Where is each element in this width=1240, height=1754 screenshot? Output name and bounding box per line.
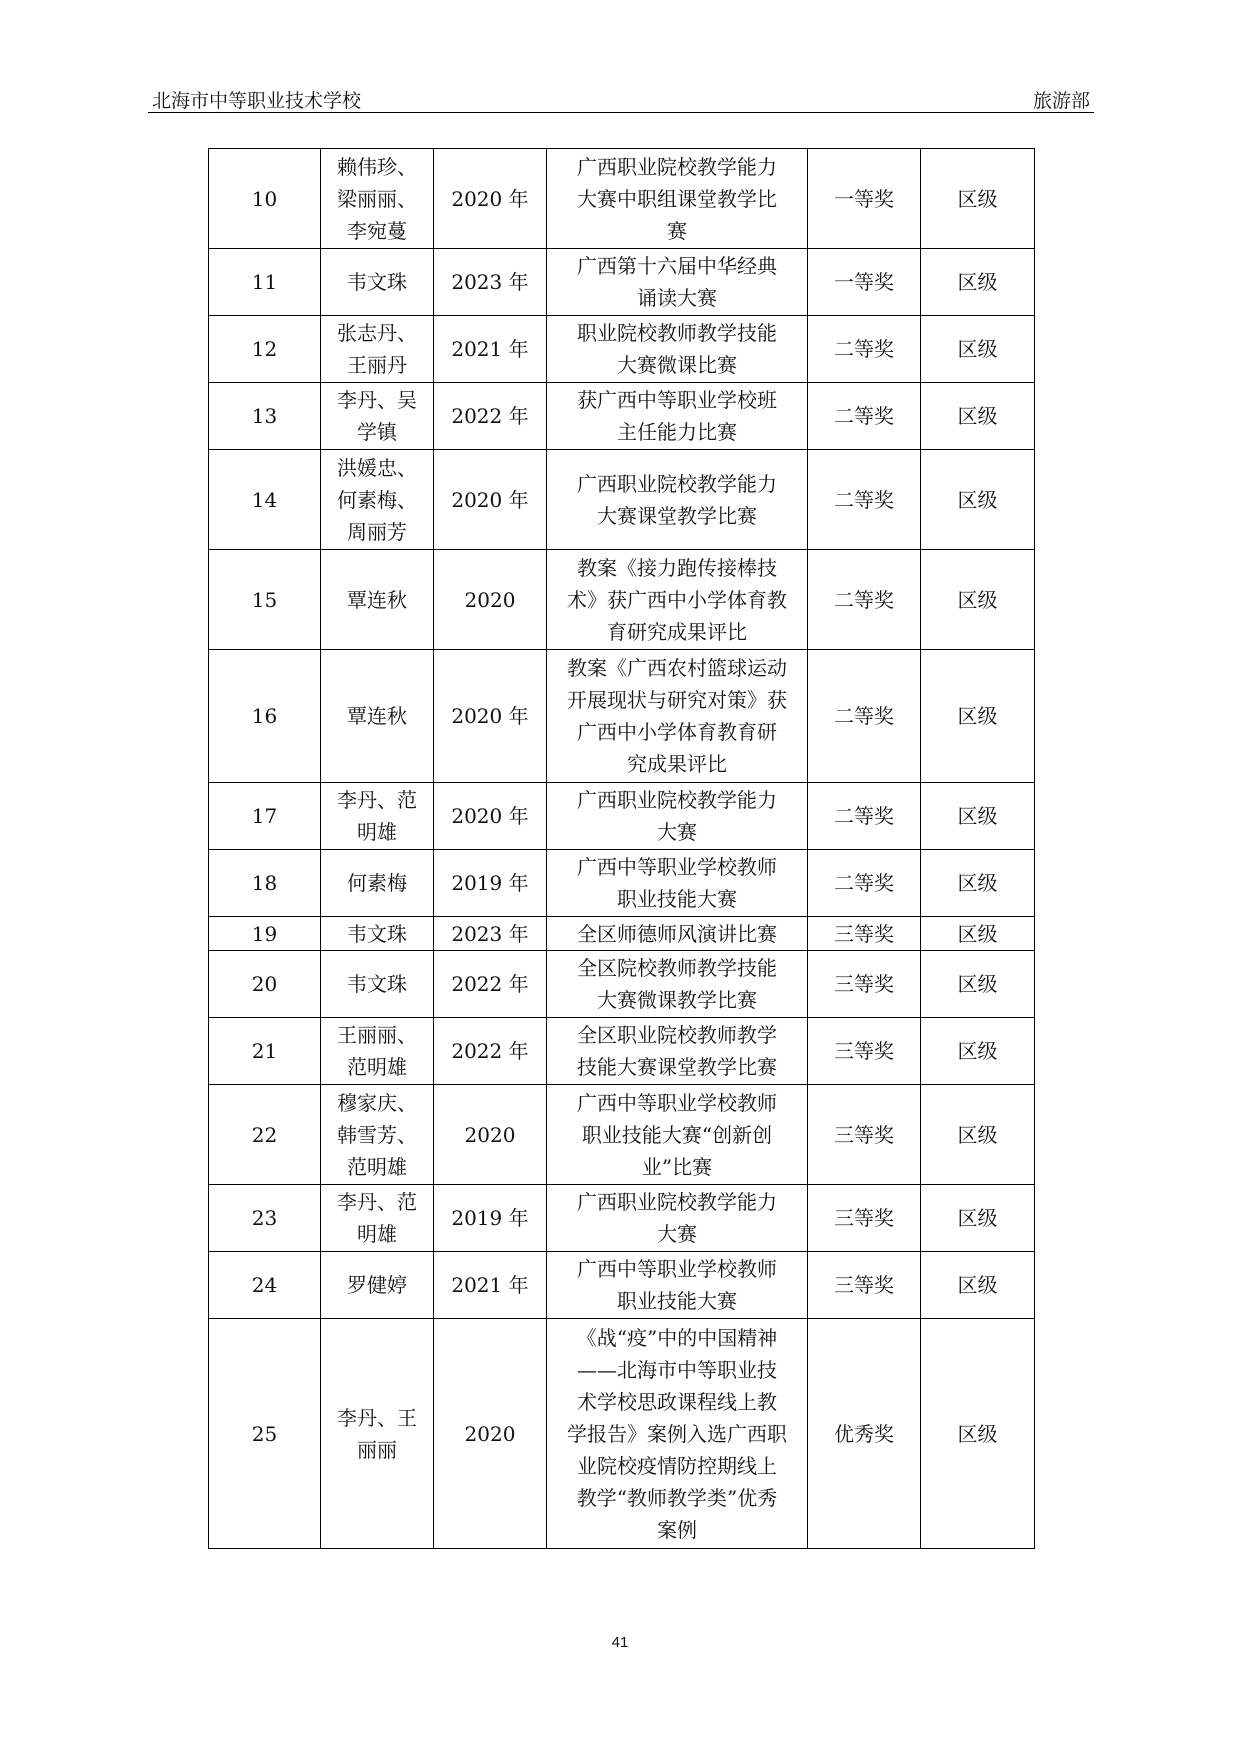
winner-names-cell bbox=[321, 1018, 434, 1085]
names-line: 王丽丽、 bbox=[337, 1023, 417, 1047]
row-number-cell: 24 bbox=[209, 1252, 321, 1319]
school-name: 北海市中等职业技术学校 bbox=[152, 90, 362, 112]
row-number-cell: 20 bbox=[209, 951, 321, 1018]
names-line: 学镇 bbox=[357, 420, 397, 444]
award-cell: 二等奖 bbox=[808, 450, 921, 550]
row-number-cell: 14 bbox=[209, 450, 321, 550]
winner-names-cell bbox=[321, 850, 434, 917]
table-row bbox=[209, 1085, 1035, 1185]
table-row bbox=[209, 650, 1035, 783]
award-cell: 二等奖 bbox=[808, 316, 921, 383]
row-number-cell: 21 bbox=[209, 1018, 321, 1085]
award-cell: 三等奖 bbox=[808, 1018, 921, 1085]
names-line: 梁丽丽、 bbox=[337, 186, 417, 211]
event-line: 究成果评比 bbox=[627, 752, 727, 776]
names-line: 何素梅 bbox=[347, 871, 407, 895]
names-line: 穆家庆、 bbox=[337, 1090, 417, 1115]
event-line: 广西职业院校教学能力 bbox=[577, 154, 777, 179]
award-cell: 一等奖 bbox=[808, 249, 921, 316]
level-cell: 区级 bbox=[921, 850, 1035, 917]
competition-cell bbox=[547, 1252, 808, 1319]
award-cell: 二等奖 bbox=[808, 383, 921, 450]
event-line: 教学“教师教学类”优秀 bbox=[576, 1485, 778, 1510]
names-line: 李丹、范 bbox=[337, 1190, 417, 1214]
level-cell: 区级 bbox=[921, 650, 1035, 783]
winner-names-cell bbox=[321, 951, 434, 1018]
page-header bbox=[148, 86, 1094, 113]
table-row bbox=[209, 1319, 1035, 1549]
awards-table bbox=[208, 148, 1035, 1549]
event-line: 广西职业院校教学能力 bbox=[577, 1190, 777, 1214]
event-line: 大赛微课教学比赛 bbox=[597, 988, 757, 1012]
year-cell: 2020 年 bbox=[434, 783, 547, 850]
award-cell: 二等奖 bbox=[808, 650, 921, 783]
winner-names-cell bbox=[321, 383, 434, 450]
year-cell: 2023 年 bbox=[434, 917, 547, 951]
names-line: 韦文珠 bbox=[347, 270, 407, 294]
event-line: 案例 bbox=[657, 1517, 697, 1542]
year-cell: 2022 年 bbox=[434, 383, 547, 450]
names-line: 周丽芳 bbox=[347, 519, 407, 544]
year-cell: 2020 bbox=[434, 550, 547, 650]
names-line: 范明雄 bbox=[347, 1154, 407, 1179]
level-cell: 区级 bbox=[921, 550, 1035, 650]
table-row bbox=[209, 850, 1035, 917]
names-line: 张志丹、 bbox=[337, 321, 417, 345]
winner-names-cell bbox=[321, 550, 434, 650]
table-row bbox=[209, 149, 1035, 249]
names-line: 罗健婷 bbox=[347, 1273, 407, 1297]
event-line: 教案《接力跑传接棒技 bbox=[577, 555, 777, 580]
competition-cell bbox=[547, 783, 808, 850]
event-line: 广西第十六届中华经典 bbox=[577, 254, 777, 278]
awards-table-body bbox=[209, 149, 1035, 1549]
award-cell: 优秀奖 bbox=[808, 1319, 921, 1549]
level-cell: 区级 bbox=[921, 1018, 1035, 1085]
competition-cell bbox=[547, 1018, 808, 1085]
competition-cell bbox=[547, 1185, 808, 1252]
competition-cell bbox=[547, 951, 808, 1018]
event-line: 育研究成果评比 bbox=[607, 619, 747, 644]
level-cell: 区级 bbox=[921, 951, 1035, 1018]
year-cell: 2020 bbox=[434, 1085, 547, 1185]
names-line: 丽丽 bbox=[357, 1437, 397, 1462]
level-cell: 区级 bbox=[921, 1319, 1035, 1549]
winner-names-cell bbox=[321, 316, 434, 383]
row-number-cell: 18 bbox=[209, 850, 321, 917]
table-row bbox=[209, 383, 1035, 450]
year-cell: 2020 年 bbox=[434, 650, 547, 783]
award-cell: 三等奖 bbox=[808, 1085, 921, 1185]
table-row bbox=[209, 316, 1035, 383]
names-line: 覃连秋 bbox=[347, 704, 407, 728]
names-line: 范明雄 bbox=[347, 1055, 407, 1079]
competition-cell bbox=[547, 316, 808, 383]
names-line: 洪媛忠、 bbox=[337, 455, 417, 480]
event-line: 职业技能大赛 bbox=[617, 887, 737, 911]
winner-names-cell bbox=[321, 650, 434, 783]
award-cell: 三等奖 bbox=[808, 1185, 921, 1252]
event-line: 大赛微课比赛 bbox=[617, 353, 737, 377]
row-number-cell: 15 bbox=[209, 550, 321, 650]
competition-cell bbox=[547, 450, 808, 550]
event-line: 大赛 bbox=[657, 1222, 697, 1246]
names-line: 覃连秋 bbox=[347, 587, 407, 612]
competition-cell bbox=[547, 550, 808, 650]
event-line: 全区院校教师教学技能 bbox=[577, 956, 777, 980]
winner-names-cell bbox=[321, 149, 434, 249]
table-row bbox=[209, 783, 1035, 850]
year-cell: 2020 bbox=[434, 1319, 547, 1549]
competition-cell bbox=[547, 850, 808, 917]
names-line: 明雄 bbox=[357, 820, 397, 844]
names-line: 李丹、吴 bbox=[337, 388, 417, 412]
event-line: 广西中等职业学校教师 bbox=[577, 1090, 777, 1115]
winner-names-cell bbox=[321, 450, 434, 550]
row-number-cell: 25 bbox=[209, 1319, 321, 1549]
competition-cell bbox=[547, 1319, 808, 1549]
event-line: 大赛 bbox=[657, 820, 697, 844]
table-row bbox=[209, 550, 1035, 650]
level-cell: 区级 bbox=[921, 383, 1035, 450]
award-cell: 三等奖 bbox=[808, 917, 921, 951]
names-line: 韩雪芳、 bbox=[337, 1122, 417, 1147]
award-cell: 二等奖 bbox=[808, 550, 921, 650]
event-line: 开展现状与研究对策》获 bbox=[567, 688, 787, 712]
names-line: 李丹、王 bbox=[337, 1405, 417, 1430]
winner-names-cell bbox=[321, 1252, 434, 1319]
year-cell: 2021 年 bbox=[434, 316, 547, 383]
table-row bbox=[209, 1185, 1035, 1252]
year-cell: 2022 年 bbox=[434, 951, 547, 1018]
level-cell: 区级 bbox=[921, 1185, 1035, 1252]
names-line: 何素梅、 bbox=[337, 487, 417, 512]
row-number-cell: 16 bbox=[209, 650, 321, 783]
level-cell: 区级 bbox=[921, 149, 1035, 249]
award-cell: 三等奖 bbox=[808, 951, 921, 1018]
table-row bbox=[209, 917, 1035, 951]
table-row bbox=[209, 1018, 1035, 1085]
event-line: 职业院校教师教学技能 bbox=[577, 321, 777, 345]
event-line: 术》获广西中小学体育教 bbox=[567, 587, 787, 612]
competition-cell bbox=[547, 249, 808, 316]
event-line: 职业技能大赛 bbox=[617, 1289, 737, 1313]
level-cell: 区级 bbox=[921, 249, 1035, 316]
level-cell: 区级 bbox=[921, 1252, 1035, 1319]
level-cell: 区级 bbox=[921, 450, 1035, 550]
competition-cell bbox=[547, 149, 808, 249]
page-number: 41 bbox=[611, 1634, 629, 1651]
level-cell: 区级 bbox=[921, 1085, 1035, 1185]
row-number-cell: 12 bbox=[209, 316, 321, 383]
competition-cell bbox=[547, 917, 808, 951]
event-line: 广西职业院校教学能力 bbox=[577, 471, 777, 496]
event-line: 广西中等职业学校教师 bbox=[577, 1257, 777, 1281]
event-line: 全区职业院校教师教学 bbox=[577, 1023, 777, 1047]
row-number-cell: 19 bbox=[209, 917, 321, 951]
event-line: 职业技能大赛“创新创 bbox=[581, 1122, 773, 1147]
event-line: 获广西中等职业学校班 bbox=[577, 388, 777, 412]
winner-names-cell bbox=[321, 783, 434, 850]
level-cell: 区级 bbox=[921, 316, 1035, 383]
names-line: 韦文珠 bbox=[347, 921, 407, 946]
event-line: 赛 bbox=[667, 218, 687, 243]
row-number-cell: 10 bbox=[209, 149, 321, 249]
event-line: 大赛课堂教学比赛 bbox=[597, 503, 757, 528]
row-number-cell: 17 bbox=[209, 783, 321, 850]
names-line: 王丽丹 bbox=[347, 353, 407, 377]
event-line: 诵读大赛 bbox=[637, 286, 717, 310]
names-line: 李宛蔓 bbox=[347, 218, 407, 243]
names-line: 李丹、范 bbox=[337, 788, 417, 812]
event-line: 技能大赛课堂教学比赛 bbox=[577, 1055, 777, 1079]
winner-names-cell bbox=[321, 249, 434, 316]
event-line: 教案《广西农村篮球运动 bbox=[567, 656, 787, 680]
names-line: 赖伟珍、 bbox=[337, 154, 417, 179]
winner-names-cell bbox=[321, 1319, 434, 1549]
event-line: 业”比赛 bbox=[641, 1154, 713, 1179]
award-cell: 一等奖 bbox=[808, 149, 921, 249]
table-row bbox=[209, 450, 1035, 550]
year-cell: 2022 年 bbox=[434, 1018, 547, 1085]
year-cell: 2021 年 bbox=[434, 1252, 547, 1319]
year-cell: 2020 年 bbox=[434, 450, 547, 550]
level-cell: 区级 bbox=[921, 917, 1035, 951]
event-line: ——北海市中等职业技 bbox=[577, 1357, 777, 1382]
award-cell: 三等奖 bbox=[808, 1252, 921, 1319]
event-line: 广西中小学体育教育研 bbox=[577, 720, 777, 744]
table-row bbox=[209, 1252, 1035, 1319]
year-cell: 2023 年 bbox=[434, 249, 547, 316]
event-line: 大赛中职组课堂教学比 bbox=[577, 186, 777, 211]
event-line: 术学校思政课程线上教 bbox=[577, 1389, 777, 1414]
event-line: 业院校疫情防控期线上 bbox=[577, 1453, 777, 1478]
year-cell: 2020 年 bbox=[434, 149, 547, 249]
event-line: 广西职业院校教学能力 bbox=[577, 788, 777, 812]
event-line: 全区师德师风演讲比赛 bbox=[577, 921, 777, 946]
department-name: 旅游部 bbox=[1032, 90, 1090, 112]
event-line: 广西中等职业学校教师 bbox=[577, 855, 777, 879]
event-line: 《战“疫”中的中国精神 bbox=[576, 1325, 778, 1350]
row-number-cell: 23 bbox=[209, 1185, 321, 1252]
names-line: 韦文珠 bbox=[347, 972, 407, 996]
winner-names-cell bbox=[321, 917, 434, 951]
winner-names-cell bbox=[321, 1085, 434, 1185]
winner-names-cell bbox=[321, 1185, 434, 1252]
table-row bbox=[209, 951, 1035, 1018]
event-line: 学报告》案例入选广西职 bbox=[567, 1421, 787, 1446]
competition-cell bbox=[547, 383, 808, 450]
year-cell: 2019 年 bbox=[434, 850, 547, 917]
names-line: 明雄 bbox=[357, 1222, 397, 1246]
row-number-cell: 11 bbox=[209, 249, 321, 316]
event-line: 主任能力比赛 bbox=[617, 420, 737, 444]
award-cell: 二等奖 bbox=[808, 850, 921, 917]
competition-cell bbox=[547, 1085, 808, 1185]
table-row bbox=[209, 249, 1035, 316]
level-cell: 区级 bbox=[921, 783, 1035, 850]
row-number-cell: 13 bbox=[209, 383, 321, 450]
competition-cell bbox=[547, 650, 808, 783]
row-number-cell: 22 bbox=[209, 1085, 321, 1185]
award-cell: 二等奖 bbox=[808, 783, 921, 850]
year-cell: 2019 年 bbox=[434, 1185, 547, 1252]
